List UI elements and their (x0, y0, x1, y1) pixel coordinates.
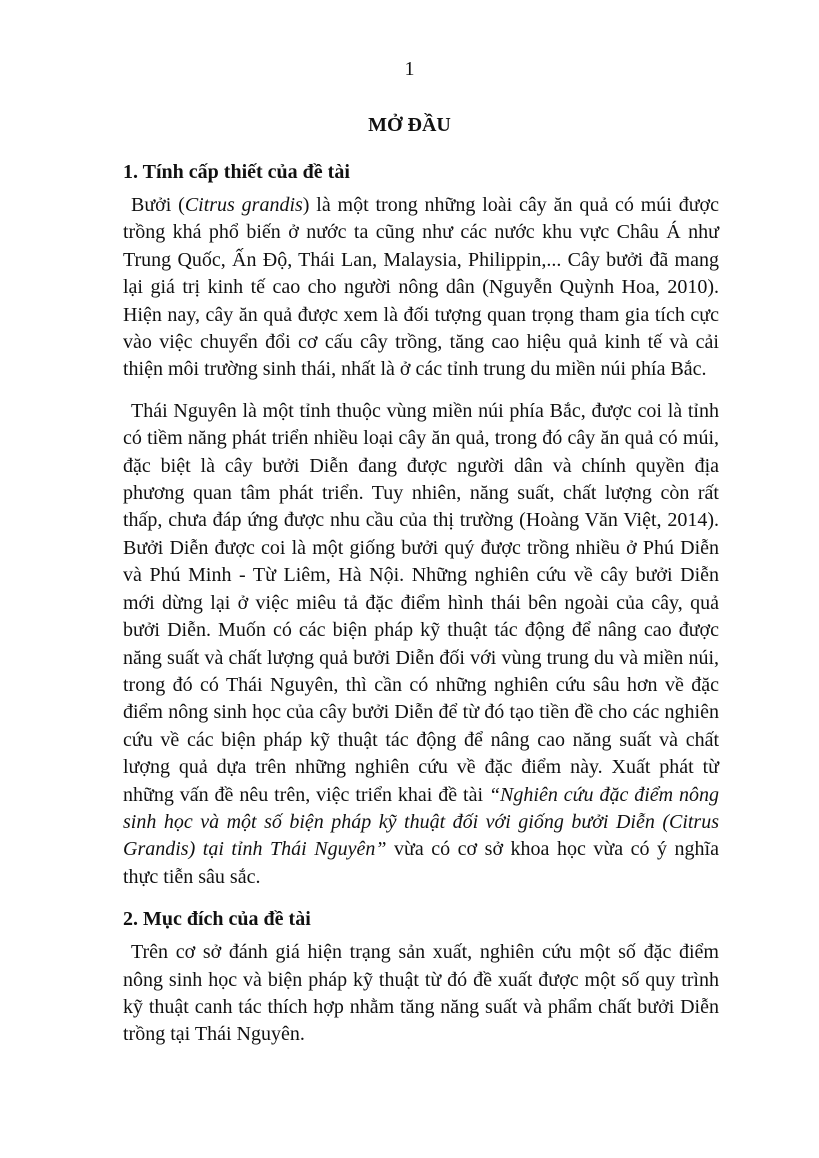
paragraph-1-text-cont: ) là một trong những loài cây ăn quả có múi được trồng khá phổ biến ở nước ta cũng như các nước khu vực Châu Á như Trung Quốc, Ấn Độ, Thái Lan, Malaysia, Philippin,... Cây bưởi đã mang lại giá trị kinh tế cao cho người nông dân (Nguyễn Quỳnh Hoa, 2010). Hiện nay, cây ăn quả được xem là đối tượng quan trọng tham gia tích cực vào việc chuyển đổi cơ cấu cây trồng, tăng cao hiệu quả kinh tế và cải thiện môi trường sinh thái, nhất là ở các tỉnh trung du miền núi phía Bắc. (123, 194, 719, 381)
page-title: MỞ ĐẦU (368, 114, 451, 136)
document-body (123, 158, 719, 1063)
paragraph-1 (123, 192, 719, 384)
paragraph-2-italic: “Nghiên cứu đặc điểm nông sinh học và một số biện pháp kỹ thuật đối với giống bưởi Diễn (Citrus Grandis) tại tỉnh Thái Nguyên” (123, 783, 720, 861)
paragraph-1-italic: Citrus grandis (184, 194, 303, 216)
page-number: 1 (404, 58, 415, 80)
section-heading-2: 2. Mục đích của đề tài (123, 908, 311, 931)
section-heading-1: 1. Tính cấp thiết của đề tài (123, 161, 350, 183)
paragraph-3 (123, 939, 719, 1049)
paragraph-2 (123, 398, 719, 891)
paragraph-2-text-cont: vừa có cơ sở khoa học vừa có ý nghĩa thực tiễn sâu sắc. (123, 838, 719, 888)
paragraph-2-text: Thái Nguyên là một tỉnh thuộc vùng miền núi phía Bắc, được coi là tỉnh có tiềm năng phát triển nhiều loại cây ăn quả, trong đó cây ăn quả có múi, đặc biệt là cây bưởi Diễn đang được người dân và chính quyền địa phương quan tâm phát triển. Tuy nhiên, năng suất, chất lượng còn rất thấp, chưa đáp ứng được nhu cầu của thị trường (Hoàng Văn Việt, 2014). Bưởi Diễn được coi là một giống bưởi quý được trồng nhiều ở Phú Diễn và Phú Minh - Từ Liêm, Hà Nội. Những nghiên cứu về cây bưởi Diễn mới dừng lại ở việc miêu tả đặc điểm hình thái bên ngoài của cây, quả bưởi Diễn. Muốn có các biện pháp kỹ thuật tác động để nâng cao được năng suất và chất lượng quả bưởi Diễn đối với vùng trung du và miền núi, trong đó có Thái Nguyên, thì cần có những nghiên cứu sâu hơn về đặc điểm nông sinh học của cây bưởi Diễn để từ đó tạo tiền đề cho các nghiên cứu về các biện pháp kỹ thuật tác động để nâng cao năng suất và chất lượng quả dựa trên những nghiên cứu về đặc điểm này. Xuất phát từ những vấn đề nêu trên, việc triển khai đề tài (123, 399, 719, 806)
paragraph-3-text: Trên cơ sở đánh giá hiện trạng sản xuất, nghiên cứu một số đặc điểm nông sinh học và biện pháp kỹ thuật từ đó đề xuất được một số quy trình kỹ thuật canh tác thích hợp nhằm tăng năng suất và phẩm chất bưởi Diễn trồng tại Thái Nguyên. (123, 941, 719, 1046)
paragraph-1-text: Bưởi ( (131, 194, 185, 216)
